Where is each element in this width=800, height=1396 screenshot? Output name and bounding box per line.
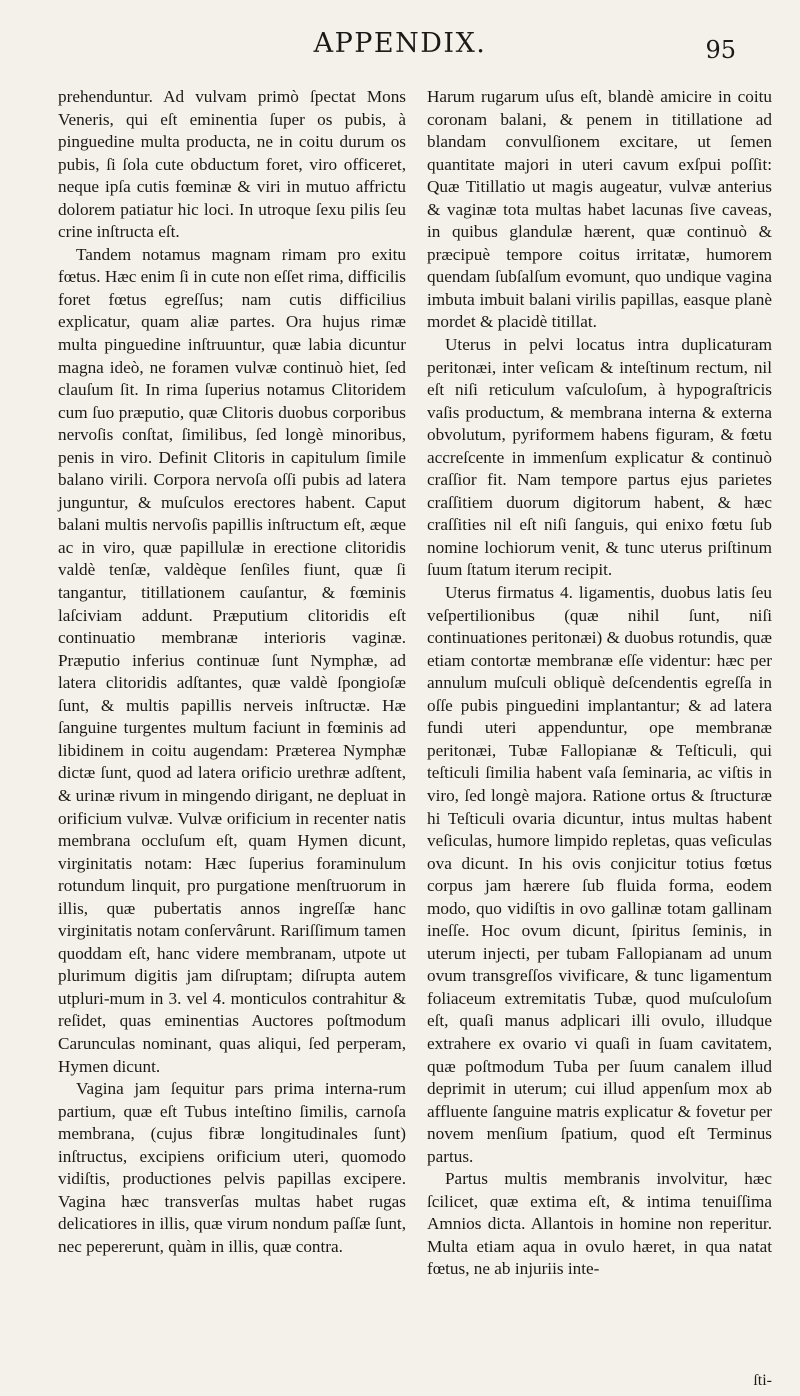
page-number: 95 bbox=[705, 36, 736, 64]
paragraph-mons-veneris: prehenduntur. Ad vulvam primò ſpectat Mons Veneris, qui eſt eminentia ſuper os pubis, à pinguedine multa producta, ne in coitu durum os pubis, ſi ſola cute obductum foret, viro officeret, neque ipſa cutis fœminæ & viri in mutuo affrictu dolorem patiatur hic loci. In utroque ſexu pilis ſeu crine inſtructa eſt. bbox=[58, 87, 406, 242]
right-column bbox=[427, 86, 772, 1281]
catchword: ſti- bbox=[753, 1372, 772, 1389]
left-column bbox=[58, 86, 406, 1258]
paragraph-ligamenta: Uterus firmatus 4. ligamentis, duobus latis ſeu veſpertilionibus (quæ nihil ſunt, niſi continuationes peritonæi) & duobus rotundis, quæ etiam contortæ membranæ eſſe videntur: hæc per annulum muſculi obliquè deſcendentis egreſſa in oſſe pubis pinguedini implantantur; & ad latera fundi uteri appenduntur, ope membranæ peritonæi, Tubæ Fallopianæ & Teſticuli, qui teſticuli ſimilia habent vaſa ſeminaria, ac viſtis in viro, ſed longè majora. Ratione ortus & ſtructuræ hi Teſticuli ovaria dicuntur, intus multas habent veſiculas, humore limpido repletas, quas veſiculas ova dicunt. In his ovis conjicitur totius fœtus corpus jam hærere ſub fluida forma, eodem modo, quo vidiſtis in ovo gallinæ totam gallinam ineſſe. Hoc ovum dicunt, ſpiritus ſeminis, in uterum injecti, per tubam Fallopianam ad unum ovum transgreſſos vivificare, & tunc ligamentum foliaceum extremitatis Tubæ, quod muſculoſum eſt, quaſi manus adplicari illi ovulo, illudque extrahere ex ovario vi quaſi in ſuam cavitatem, quæ poſtmodum Tuba per ſuum canalem illud deprimit in uterum; cui illud appenſum mox ab affluente ſanguine matris explicatur & fovetur per novem menſium ſpatium, quod eſt Terminus partus. bbox=[427, 583, 772, 1166]
page-header bbox=[0, 6, 800, 62]
paragraph-vagina: Vagina jam ſequitur pars prima interna-rum partium, quæ eſt Tubus inteſtino ſimilis, carnoſa membrana, (cujus fibræ longitudinales ſunt) inſtructus, excipiens orificium uteri, quomodo vidiſtis, productiones pelvis papillas excipere. Vagina hæc transverſas multas habet rugas delicatiores in illis, quæ virum nondum paſſæ ſunt, nec pepererunt, quàm in illis, quæ contra. bbox=[58, 1079, 406, 1256]
paragraph-rugae: Harum rugarum uſus eſt, blandè amicire in coitu coronam balani, & penem in titillatione ad blandam convulſionem excitare, ut ſemen quantitate majori in uteri cavum exſpui poſſit: Quæ Titillatio ut magis augeatur, vulvæ anterius & vaginæ tota multas habet lacunas ſive caveas, in quibus glandulæ hærent, quæ continuò & præcipuè tempore coitus irritatæ, humorem quendam ſubſalſum evomunt, quo undique vagina imbuta imbuit balani virilis papillas, easque planè mordet & placidè titillat. bbox=[427, 87, 772, 332]
paragraph-rima: Tandem notamus magnam rimam pro exitu fœtus. Hæc enim ſi in cute non eſſet rima, difficilis foret fœtus egreſſus; nam cutis difficilius explicatur, quam aliæ partes. Ora hujus rimæ multa pinguedine inſtruuntur, quæ labia dicuntur magna ideò, ne foramen vulvæ continuò hiet, ſed clauſum ſit. In rima ſuperius notamus Clitoridem cum ſuo præputio, quæ Clitoris duobus corporibus nervoſis conſtat, ſimilibus, ſed longè minoribus, penis in viro. Definit Clitoris in capitulum ſimile balano virili. Corpora nervoſa oſſi pubis ad latera junguntur, & muſculos erectores habent. Caput balani multis nervoſis papillis inſtructum eſt, æque ac in viro, quæ papillulæ in erectione clitoridis valdè tenſæ, valdèque ſenſiles fiunt, quæ ſi tangantur, titillationem cauſantur, & fœminis laſciviam addunt. Præputium clitoridis eſt continuatio membranæ interioris vaginæ. Præputio inferius continuæ ſunt Nymphæ, ad latera clitoridis adſtantes, quæ valdè ſpongioſæ ſunt, & multis papillis nerveis inſtructæ. Hæ ſanguine turgentes multum faciunt in fœminis ad libidinem in coitu augendam: Præterea Nymphæ dictæ ſunt, quod ad latera orificio urethræ adſtent, & urinæ rivum in mingendo dirigant, ne depluat in orificium vulvæ. Vulvæ orificium in recenter natis membrana occluſum eſt, quam Hymen dicunt, virginitatis notam: Hæc ſuperius foraminulum rotundum linquit, pro purgatione menſtruorum in illis, quæ pubertatis annos ingreſſæ hanc virginitatis notam conſervârunt. Rariſſimum tamen quoddam eſt, hanc videre membranam, utpote ut plurimum digitis jam diſruptam; diſrupta autem utpluri-mum in 3. vel 4. monticulos contrahitur & reſidet, quas eminentias Auctores poſtmodum Carunculas nominant, quas aliqui, ſed perperam, Hymen dicunt. bbox=[58, 244, 406, 1076]
paragraph-uterus: Uterus in pelvi locatus intra duplicaturam peritonæi, inter veſicam & inteſtinum rectum, nil eſt niſi reticulum vaſculoſum, à hypograſtricis vaſis productum, & membrana interna & externa obvolutum, pyriformem habens figuram, & fœtu accreſcente in immenſum explicatur & continuò craſſior fit. Nam tempore partus ejus parietes craſſitiem duorum digitorum habent, & hæc craſſities nil eſt niſi ſanguis, qui enixo fœtu ſub nomine lochiorum venit, & tunc uterus priſtinum ſuum ſtatum iterum recipit. bbox=[427, 335, 772, 580]
running-title: APPENDIX. bbox=[313, 28, 487, 59]
paragraph-partus: Partus multis membranis involvitur, hæc ſcilicet, quæ extima eſt, & intima tenuiſſima Amnios dicta. Allantois in homine non reperitur. Multa etiam aqua in ovulo hæret, in qua natat fœtus, ne ab injuriis inte- bbox=[427, 1169, 772, 1279]
